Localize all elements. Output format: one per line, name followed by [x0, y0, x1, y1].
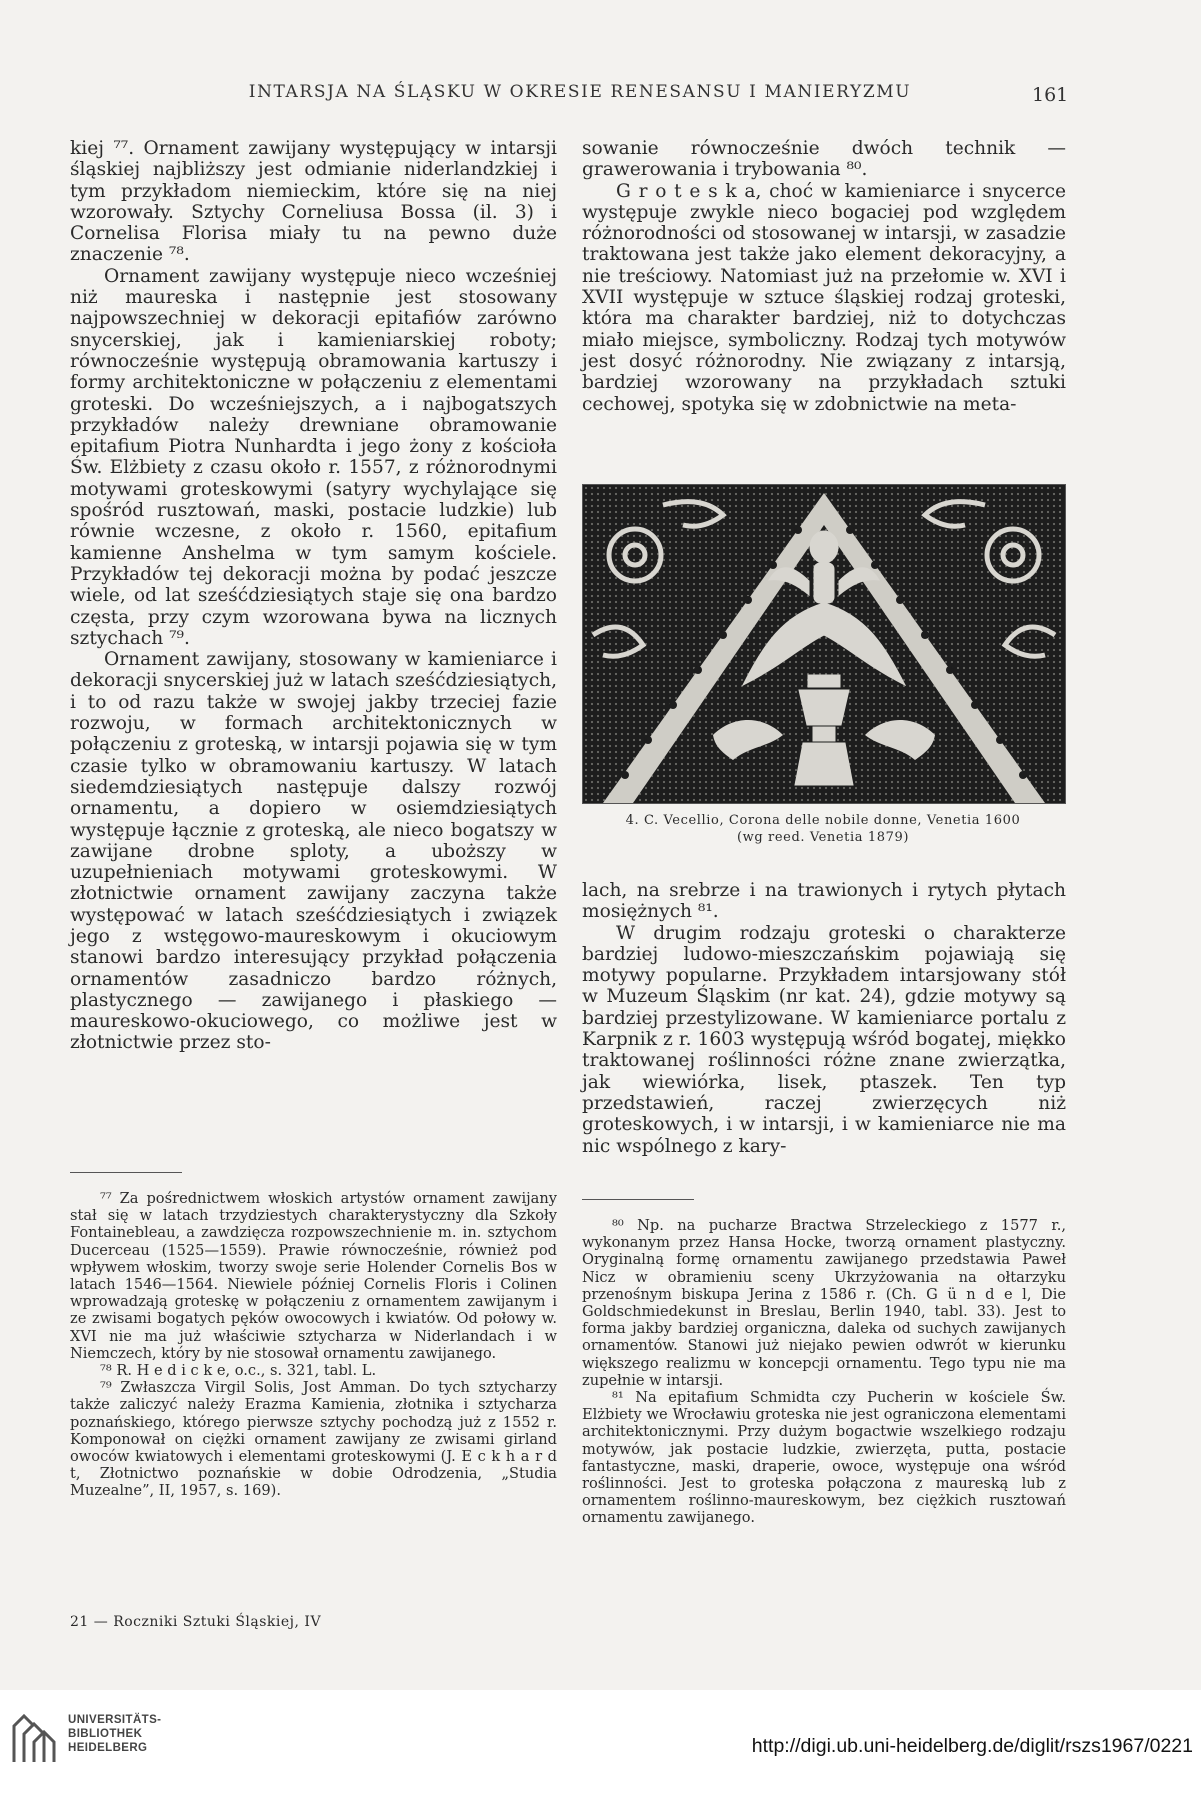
paragraph: G r o t e s k a, choć w kamieniarce i snycerce występuje zwykle nieco bogaciej pod względem różnorodności od stosowanej w intarsji, w zasadzie traktowana jest także jako element dekoracyjny, a nie treściowy. Natomiast już na przełomie w. XVI i XVII występuje w sztuce śląskiej rodzaj groteski, która ma charakter bardziej, niż to dotychczas miało miejsce, symboliczny. Rodzaj tych motywów jest dosyć różnorodny. Nie związany z intarsją, bardziej wzorowany na przykładach sztuki cechowej, spotyka się w zdobnictwie na meta- — [582, 180, 1066, 415]
footnotes-left — [70, 1190, 557, 1500]
footnote-divider — [70, 1172, 182, 1173]
lace-ornament-figure — [582, 484, 1066, 804]
logo-line: BIBLIOTHEK — [68, 1728, 143, 1740]
source-url[interactable]: http://digi.ub.uni-heidelberg.de/diglit/rszs1967/0221 — [751, 1735, 1193, 1757]
university-library-logo — [8, 1706, 60, 1766]
footnote-divider — [582, 1199, 694, 1200]
footnote: ⁷⁷ Za pośrednictwem włoskich artystów ornament zawijany stał się w latach trzydziestych charakterystyczny dla Szkoły Fontainebleau, a zawdzięcza rozpowszechnienie m. in. sztychom Ducerceau (1525—1559). Prawie równocześnie, również pod wpływem włoskim, tworzy swoje serie Holender Cornelis Bos w latach 1546—1564. Niewiele później Cornelis Floris i Colinen wprowadzają groteskę w połączeniu z ornamentem zawijanym i ze zwisami bogatych pęków owocowych i kwiatów. Od połowy w. XVI nie ma już właściwie sztycharza w Niderlandach i w Niemczech, który by nie stosował ornamentu zawijanego. — [70, 1190, 557, 1362]
paragraph: W drugim rodzaju groteski o charakterze bardziej ludowo-mieszczańskim pojawiają się motywy popularne. Przykładem intarsjowany stół w Muzeum Śląskim (nr kat. 24), gdzie motywy są bardziej przestylizowane. W kamieniarce portalu z Karpnik z r. 1603 występują wśród bogatej, miękko traktowanej roślinności różne znane zwierzątka, jak wiewiórka, lisek, ptaszek. Ten typ przedstawień, raczej zwierzęcych niż groteskowych, i w intarsji, i w kamieniarce nie ma nic wspólnego z kary- — [582, 922, 1066, 1157]
figure-caption — [578, 812, 1068, 846]
page-number: 161 — [1032, 84, 1069, 106]
paragraph: Ornament zawijany, stosowany w kamieniarce i dekoracji snycerskiej już w latach sześćdziesiątych, i to od razu także w swojej jakby trzeciej fazie rozwoju, w formach architektonicznych w połączeniu z groteską, w intarsji pojawia się w tym czasie tylko w obramowaniu kartuszy. W latach siedemdziesiątych następuje dalszy rozwój ornamentu, a dopiero w osiemdziesiątych występuje łącznie z groteską, ale nieco bogatszy w zawijane drobne sploty, a uboższy w uzupełnieniach motywami groteskowymi. W złotnictwie ornament zawijany zaczyna także występować w latach sześćdziesiątych i związek jego z wstęgowo-maureskowym i okuciowym stanowi bardzo interesujący przykład połączenia ornamentów zasadniczo bardzo różnych, plastycznego — zawijanego i płaskiego — maureskowo-okuciowego, co możliwe jest w złotnictwie przez sto- — [70, 649, 557, 1054]
logo-line: HEIDELBERG — [68, 1742, 148, 1754]
running-header: INTARSJA NA ŚLĄSKU W OKRESIE RENESANSU I MANIERYZMU — [248, 82, 912, 102]
footnotes-right — [582, 1217, 1066, 1527]
paragraph: Ornament zawijany występuje nieco wcześniej niż maureska i następnie jest stosowany najpowszechniej w dekoracji epitafiów zarówno snycerskiej, jak i kamieniarskiej roboty; równocześnie występują obramowania kartuszy i formy architektoniczne w połączeniu z elementami groteski. Do wcześniejszych, a i najbogatszych przykładów należy drewniane obramowanie epitafium Piotra Nunhardta i jego żony z kościoła Św. Elżbiety z czasu około r. 1557, z różnorodnymi motywami groteskowymi (satyry wychylające się spośród rusztowań, maski, postacie ludzkie) lub równie wczesne, z około r. 1560, epitafium kamienne Anshelma w tym samym kościele. Przykładów tej dekoracji można by podać jeszcze wiele, od lat sześćdziesiątych staje się ona bardzo częsta, przy czym wzorowana bywa na licznych sztychach ⁷⁹. — [70, 265, 557, 649]
signature-line: 21 — Roczniki Sztuki Śląskiej, IV — [70, 1614, 322, 1630]
paragraph: sowanie równocześnie dwóch technik — grawerowania i trybowania ⁸⁰. — [582, 138, 1066, 181]
footnote: ⁷⁸ R. H e d i c k e, o.c., s. 321, tabl. L. — [100, 1362, 377, 1380]
left-column — [70, 138, 557, 1054]
right-column-bottom — [582, 880, 1066, 1157]
caption-line-1: 4. C. Vecellio, Corona delle nobile donne, Venetia 1600 — [625, 813, 1021, 828]
footnote: ⁸¹ Na epitafium Schmidta czy Pucherin w kościele Św. Elżbiety we Wrocławiu groteska nie jest ograniczona elementami architektonicznymi. Przy dużym bogactwie wszelkiego rodzaju motywów, jak postacie ludzkie, zwierzęta, putta, postacie fantastyczne, maski, draperie, owoce, występuje ona wśród roślinności. Jest to groteska połączona z maureską lub z ornamentem roślinno-maureskowym, bez ciężkich rusztowań ornamentu zawijanego. — [582, 1389, 1066, 1527]
paragraph: kiej ⁷⁷. Ornament zawijany występujący w intarsji śląskiej najbliższy jest odmianie niderlandzkiej i tym przykładom niemieckim, które się na niej wzorowały. Sztychy Corneliusa Bossa (il. 3) i Cornelisa Florisa miały tu na pewno duże znaczenie ⁷⁸. — [70, 138, 557, 266]
logo-line: UNIVERSITÄTS- — [68, 1714, 162, 1726]
paragraph: lach, na srebrze i na trawionych i rytych płytach mosiężnych ⁸¹. — [582, 880, 1066, 923]
right-column-top — [582, 138, 1066, 415]
footnote: ⁷⁹ Zwłaszcza Virgil Solis, Jost Amman. Do tych sztycharzy także zaliczyć należy Erazma Kamienia, złotnika i sztycharza poznańskiego, którego pierwsze sztychy pochodzą już z 1552 r. Komponował on ciężki ornament zawijany ze zwisami girland owoców kwiatowych i elementami groteskowymi (J. E c k h a r d t, Złotnictwo poznańskie w dobie Odrodzenia, „Studia Muzealne”, II, 1957, s. 169). — [70, 1379, 557, 1500]
lace-ornament-image — [583, 485, 1065, 803]
library-name — [68, 1713, 161, 1755]
caption-line-2: (wg reed. Venetia 1879) — [736, 830, 909, 845]
footnote: ⁸⁰ Np. na pucharze Bractwa Strzeleckiego z 1577 r., wykonanym przez Hansa Hocke, tworzą ornament plastyczny. Oryginalną formę ornamentu zawijanego przedstawia Paweł Nicz w obramieniu sceny Ukrzyżowania na ołtarzyku przenośnym biskupa Jerina z 1586 r. (Ch. G ü n d e l, Die Goldschmiedekunst in Breslau, Berlin 1940, tabl. 33). Jest to forma jakby bardziej organiczna, daleka od suchych zawijanych ornamentów. Stanowi już niejako pewien odwrót w kierunku większego realizmu w koncepcji ornamentu. Tego typu nie ma zupełnie w intarsji. — [582, 1217, 1066, 1389]
